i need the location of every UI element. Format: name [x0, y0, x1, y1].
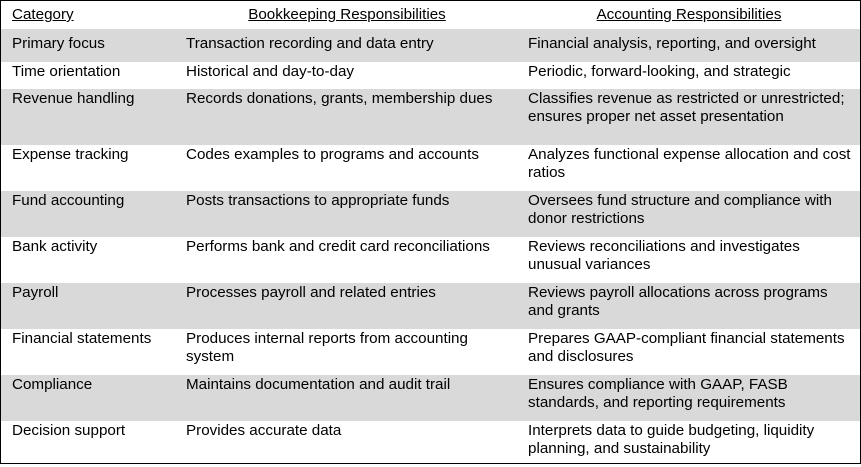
header-bookkeeping: Bookkeeping Responsibilities: [248, 6, 446, 23]
accounting-cell: Analyzes functional expense allocation and cost ratios: [528, 146, 851, 181]
table-row: [1, 29, 860, 62]
table-row: [1, 283, 860, 329]
table-row: [1, 145, 860, 191]
accounting-cell: Ensures compliance with GAAP, FASB standards, and reporting requirements: [518, 375, 860, 421]
table-row: [1, 191, 860, 237]
bookkeeping-cell: Processes payroll and related entries: [176, 283, 518, 329]
category-cell: Revenue handling: [1, 89, 176, 145]
category-cell: Bank activity: [12, 238, 98, 255]
category-cell: Financial statements: [12, 330, 152, 347]
accounting-cell: Prepares GAAP-compliant financial statements and disclosures: [528, 330, 845, 365]
accounting-cell: Reviews reconciliations and investigates unusual variances: [528, 238, 800, 273]
bookkeeping-cell: Posts transactions to appropriate funds: [176, 191, 518, 237]
category-cell: Decision support: [12, 422, 126, 439]
table-row: [1, 375, 860, 421]
accounting-cell: Reviews payroll allocations across programs and grants: [518, 283, 860, 329]
table-row: [1, 237, 860, 283]
header-accounting: Accounting Responsibilities: [596, 6, 782, 23]
bookkeeping-cell: Provides accurate data: [186, 422, 342, 439]
table-row: [1, 62, 860, 89]
table-row: [1, 421, 860, 467]
accounting-cell: Financial analysis, reporting, and oversight: [518, 29, 860, 62]
category-cell: Compliance: [1, 375, 176, 421]
accounting-cell: Interprets data to guide budgeting, liquidity planning, and sustainability: [528, 422, 815, 457]
header-category: Category: [12, 6, 74, 23]
accounting-cell: Classifies revenue as restricted or unrestricted; ensures proper net asset presentation: [518, 89, 860, 145]
category-cell: Time orientation: [12, 63, 121, 80]
category-cell: Expense tracking: [12, 146, 129, 163]
accounting-cell: Periodic, forward-looking, and strategic: [528, 63, 791, 80]
header-row: [1, 1, 860, 29]
bookkeeping-cell: Records donations, grants, membership dues: [176, 89, 518, 145]
accounting-cell: Oversees fund structure and compliance with donor restrictions: [518, 191, 860, 237]
category-cell: Primary focus: [1, 29, 176, 62]
table-row: [1, 329, 860, 375]
bookkeeping-cell: Produces internal reports from accounting system: [186, 330, 468, 365]
bookkeeping-cell: Codes examples to programs and accounts: [186, 146, 479, 163]
responsibilities-table: [1, 1, 860, 467]
bookkeeping-cell: Performs bank and credit card reconciliations: [186, 238, 490, 255]
category-cell: Payroll: [1, 283, 176, 329]
bookkeeping-cell: Maintains documentation and audit trail: [176, 375, 518, 421]
bookkeeping-cell: Transaction recording and data entry: [176, 29, 518, 62]
category-cell: Fund accounting: [1, 191, 176, 237]
table-row: [1, 89, 860, 145]
bookkeeping-cell: Historical and day-to-day: [186, 63, 354, 80]
